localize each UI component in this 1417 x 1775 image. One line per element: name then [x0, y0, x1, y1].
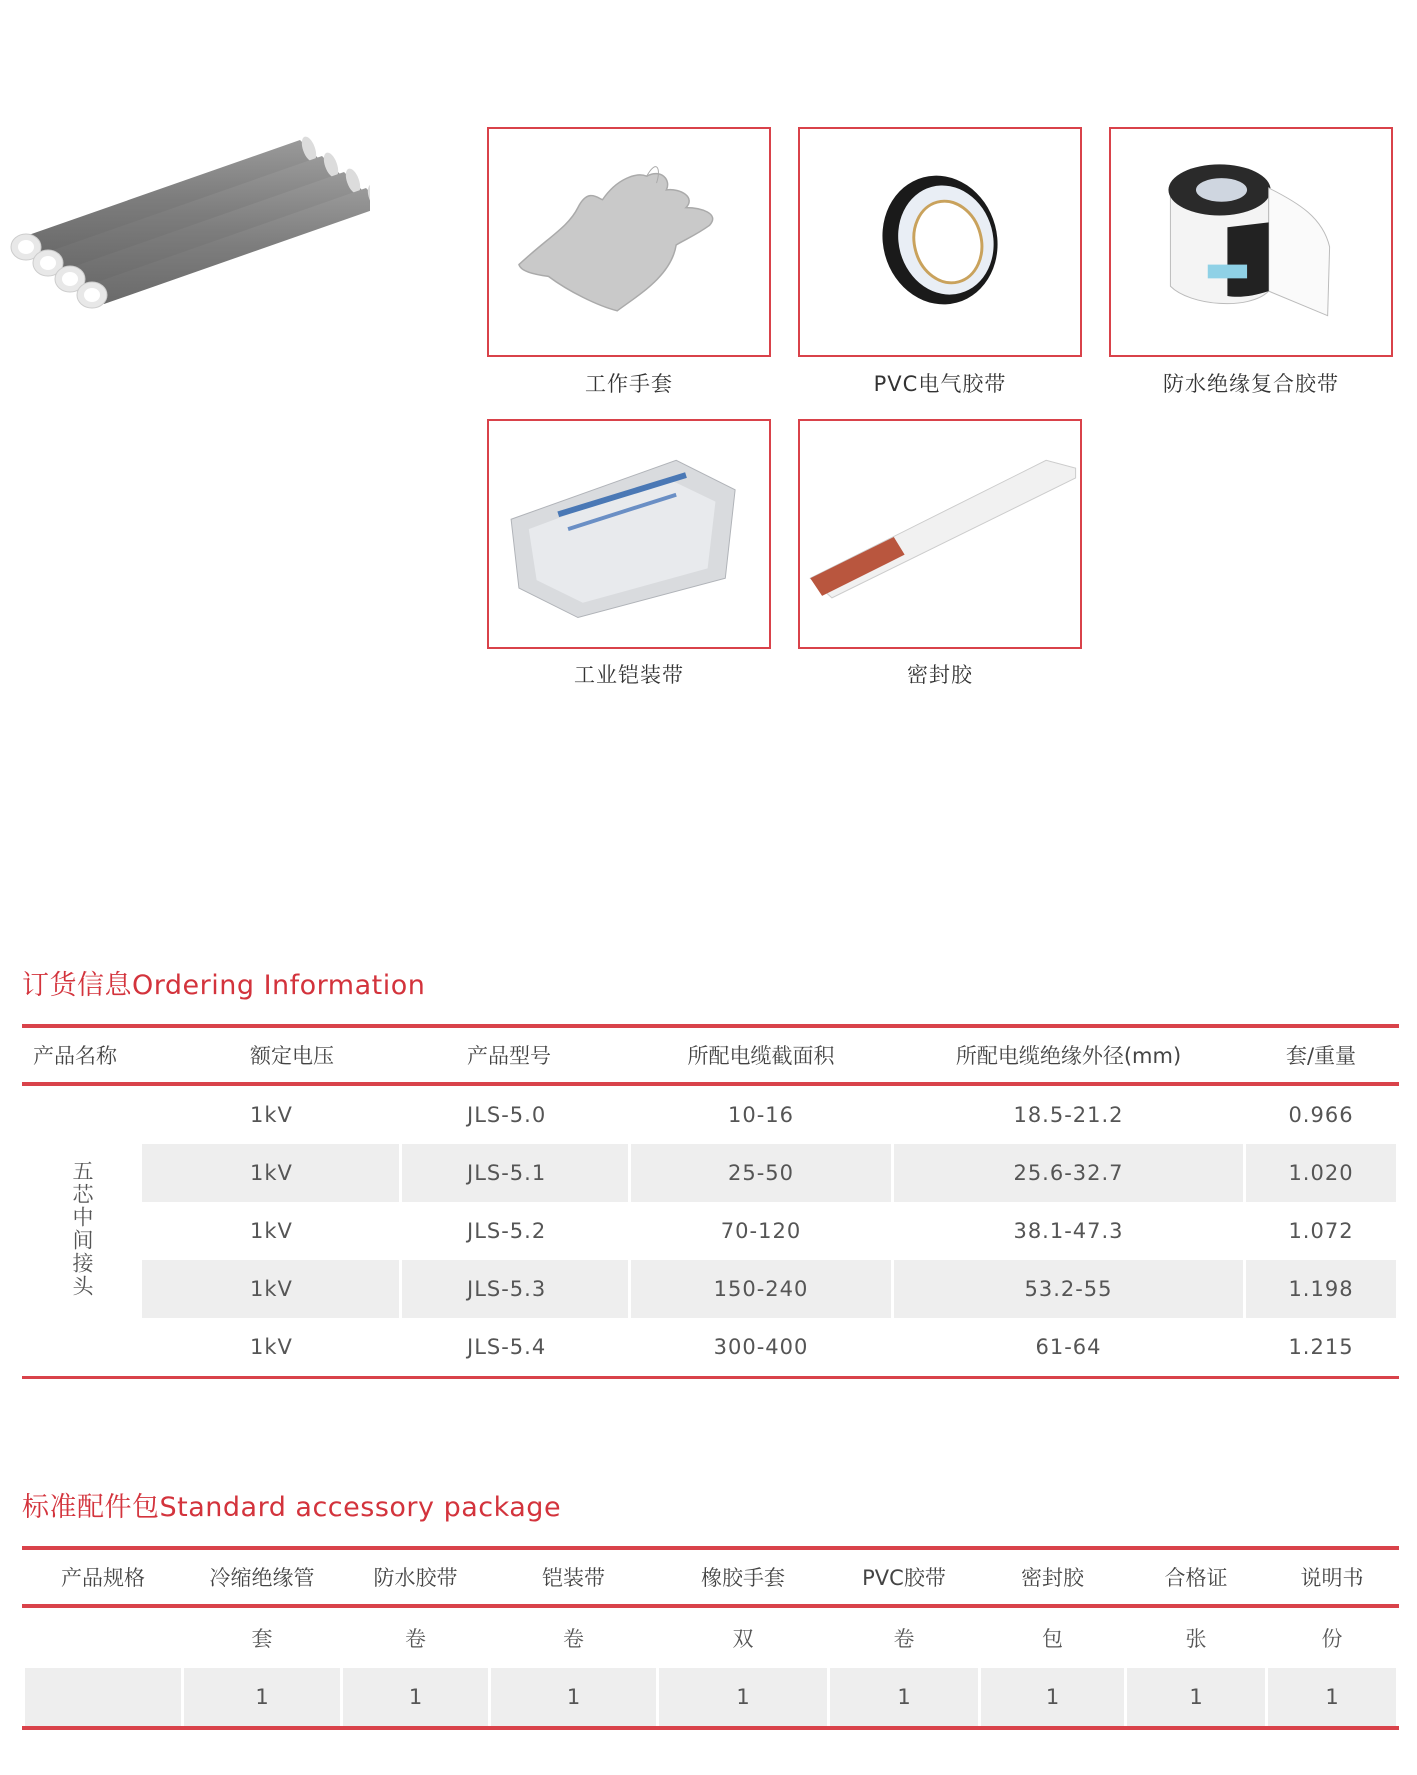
header-spec: 产品规格: [24, 1548, 183, 1606]
accessory-caption: 工业铠装带: [574, 663, 684, 687]
product-name-cell: [24, 1084, 141, 1378]
cell-section: 300-400: [630, 1318, 893, 1378]
cell-voltage: 1kV: [141, 1144, 401, 1202]
glove-thumbnail: [487, 127, 771, 357]
cell-section: 10-16: [630, 1084, 893, 1144]
header-cold-shrink-tube: 冷缩绝缘管: [183, 1548, 342, 1606]
cell-weight: 1.215: [1245, 1318, 1398, 1378]
cell-model: JLS-5.3: [401, 1260, 630, 1318]
quantity-cell: [24, 1668, 183, 1728]
header-certificate: 合格证: [1126, 1548, 1267, 1606]
table-row: [24, 1084, 1398, 1144]
quantity-cell: 1: [490, 1668, 658, 1728]
header-pvc-tape: PVC胶带: [829, 1548, 980, 1606]
accessory-caption: 防水绝缘复合胶带: [1163, 372, 1339, 396]
header-weight: 套/重量: [1245, 1026, 1398, 1084]
header-armor-tape: 铠装带: [490, 1548, 658, 1606]
ordering-table: [22, 1024, 1399, 1379]
pvc-tape-thumbnail: [798, 127, 1082, 357]
unit-cell: 卷: [829, 1606, 980, 1668]
package-header-row: [24, 1548, 1398, 1606]
cell-model: JLS-5.1: [401, 1144, 630, 1202]
cell-voltage: 1kV: [141, 1084, 401, 1144]
cell-diameter: 18.5-21.2: [893, 1084, 1245, 1144]
cell-diameter: 53.2-55: [893, 1260, 1245, 1318]
unit-cell: 卷: [342, 1606, 490, 1668]
ordering-section-title: 订货信息Ordering Information: [22, 970, 426, 1001]
cell-voltage: 1kV: [141, 1260, 401, 1318]
sealant-strip-thumbnail: [798, 419, 1082, 649]
cell-model: JLS-5.2: [401, 1202, 630, 1260]
cell-weight: 1.072: [1245, 1202, 1398, 1260]
waterproof-tape-icon: [1111, 129, 1391, 355]
unit-cell: [24, 1606, 183, 1668]
cell-model: JLS-5.4: [401, 1318, 630, 1378]
quantity-cell: 1: [342, 1668, 490, 1728]
unit-cell: 套: [183, 1606, 342, 1668]
header-rated-voltage: 额定电压: [141, 1026, 401, 1084]
package-table: [22, 1546, 1399, 1730]
header-rubber-glove: 橡胶手套: [658, 1548, 829, 1606]
armor-wrap-thumbnail: [487, 419, 771, 649]
cold-shrink-tubes-image: [0, 130, 370, 350]
cell-diameter: 61-64: [893, 1318, 1245, 1378]
quantity-cell: 1: [1267, 1668, 1398, 1728]
cell-diameter: 25.6-32.7: [893, 1144, 1245, 1202]
unit-cell: 张: [1126, 1606, 1267, 1668]
header-model: 产品型号: [401, 1026, 630, 1084]
quantity-cell: 1: [658, 1668, 829, 1728]
accessory-caption: 密封胶: [907, 663, 973, 687]
unit-cell: 份: [1267, 1606, 1398, 1668]
package-section-title: 标准配件包Standard accessory package: [22, 1492, 562, 1523]
cell-section: 70-120: [630, 1202, 893, 1260]
armor-wrap-icon: [489, 421, 769, 647]
quantity-cell: 1: [829, 1668, 980, 1728]
quantity-cell: 1: [1126, 1668, 1267, 1728]
cell-section: 150-240: [630, 1260, 893, 1318]
header-waterproof-tape: 防水胶带: [342, 1548, 490, 1606]
waterproof-tape-thumbnail: [1109, 127, 1393, 357]
unit-cell: 卷: [490, 1606, 658, 1668]
header-insulation-diameter: 所配电缆绝缘外径(mm): [893, 1026, 1245, 1084]
cell-voltage: 1kV: [141, 1202, 401, 1260]
cell-diameter: 38.1-47.3: [893, 1202, 1245, 1260]
sealant-strip-icon: [800, 421, 1080, 647]
cell-voltage: 1kV: [141, 1318, 401, 1378]
table-row: [24, 1202, 1398, 1260]
ordering-header-row: [24, 1026, 1398, 1084]
header-sealant: 密封胶: [980, 1548, 1126, 1606]
cell-model: JLS-5.0: [401, 1084, 630, 1144]
cell-section: 25-50: [630, 1144, 893, 1202]
quantity-cell: 1: [183, 1668, 342, 1728]
pvc-tape-icon: [800, 129, 1080, 355]
product-name: 五芯中间接头: [70, 1159, 94, 1298]
quantity-cell: 1: [980, 1668, 1126, 1728]
accessory-caption: 工作手套: [585, 372, 673, 396]
cell-weight: 0.966: [1245, 1084, 1398, 1144]
quantity-row: [24, 1668, 1398, 1728]
header-manual: 说明书: [1267, 1548, 1398, 1606]
header-cable-section: 所配电缆截面积: [630, 1026, 893, 1084]
unit-cell: 双: [658, 1606, 829, 1668]
cell-weight: 1.198: [1245, 1260, 1398, 1318]
unit-cell: 包: [980, 1606, 1126, 1668]
table-row: [24, 1144, 1398, 1202]
units-row: [24, 1606, 1398, 1668]
table-row: [24, 1318, 1398, 1378]
cell-weight: 1.020: [1245, 1144, 1398, 1202]
table-row: [24, 1260, 1398, 1318]
glove-icon: [489, 129, 769, 355]
header-product-name: 产品名称: [24, 1026, 141, 1084]
accessory-caption: PVC电气胶带: [873, 372, 1007, 396]
